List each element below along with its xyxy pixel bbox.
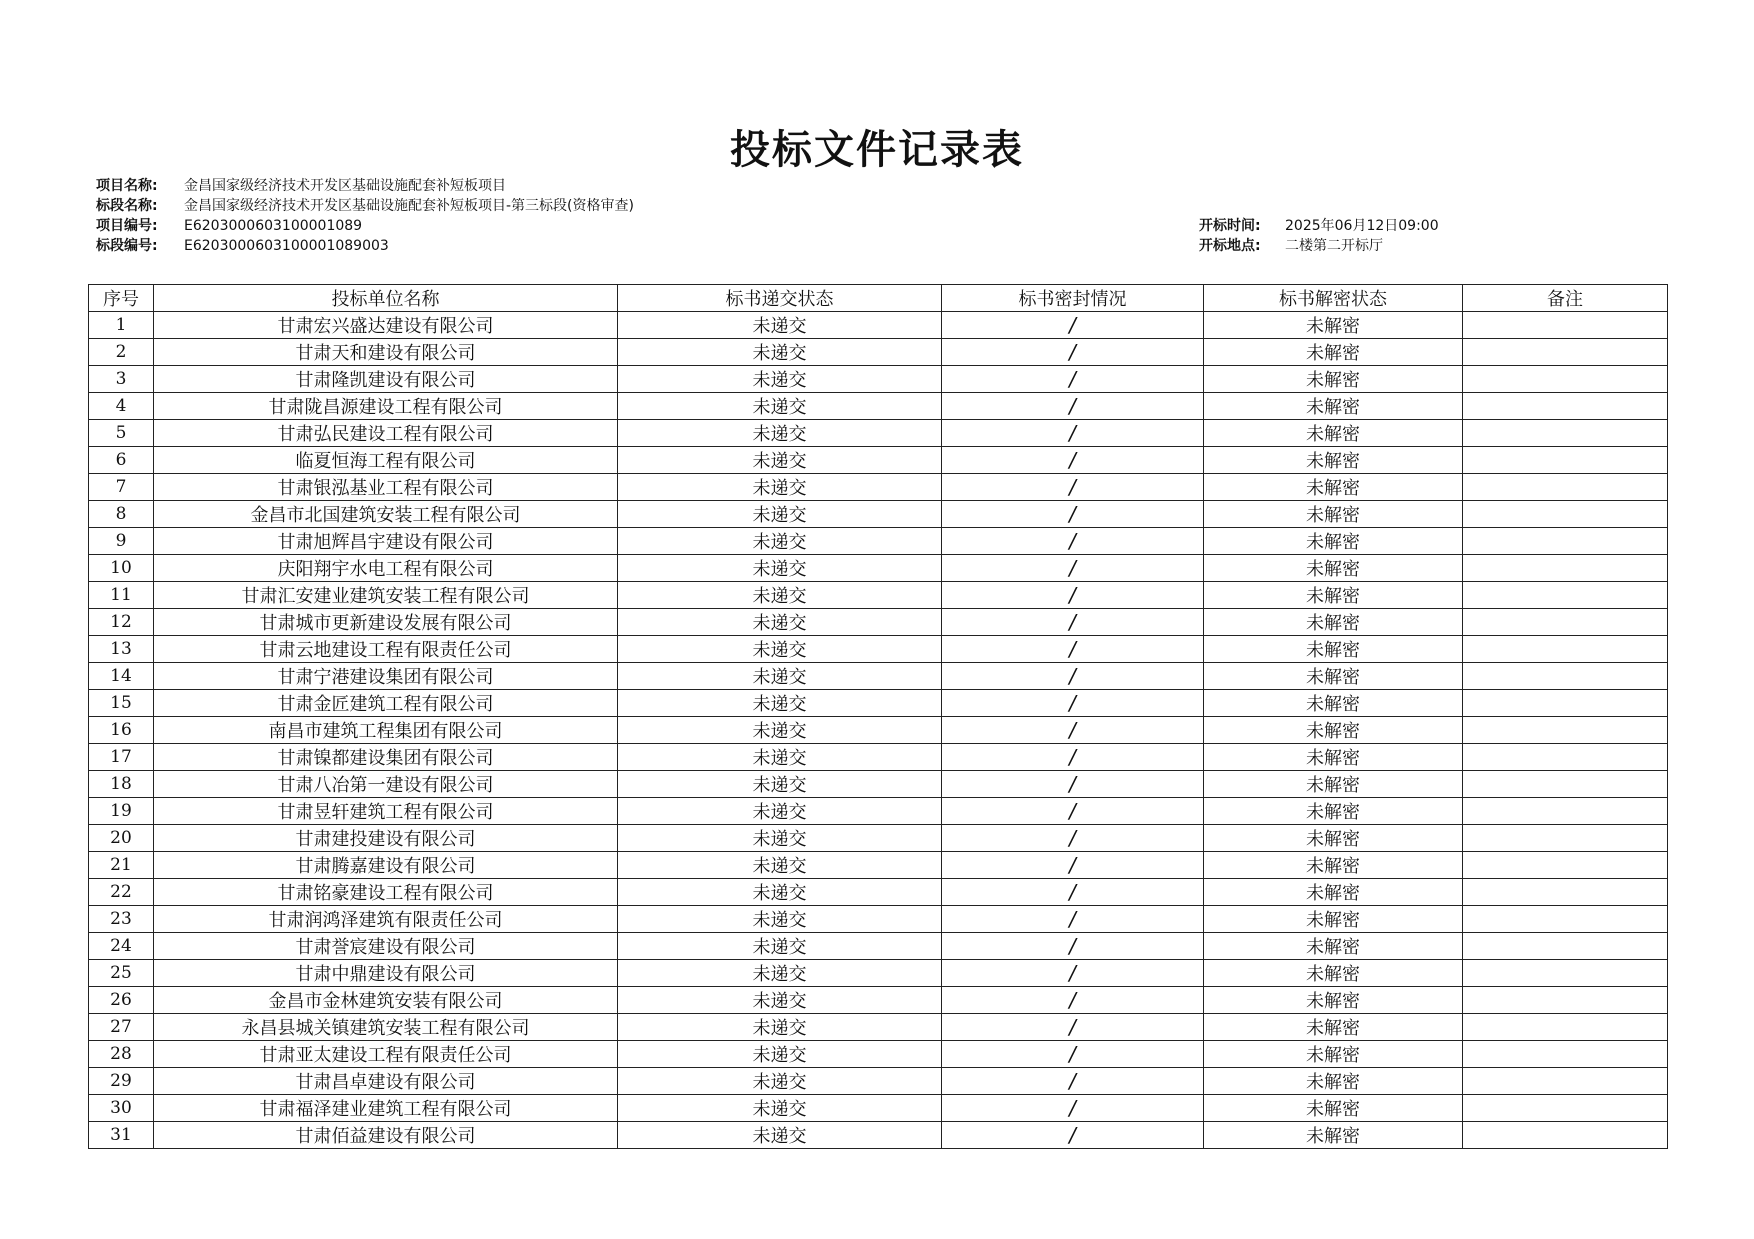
row-remark <box>1463 447 1668 474</box>
row-remark <box>1463 852 1668 879</box>
row-decrypt-status: 未解密 <box>1204 717 1463 744</box>
row-submit-status: 未递交 <box>618 447 942 474</box>
header-bidder-name: 投标单位名称 <box>154 285 618 312</box>
project-no-value: E6203000603100001089 <box>184 218 363 234</box>
table-row <box>89 933 1668 960</box>
row-submit-status: 未递交 <box>618 582 942 609</box>
row-bidder-name: 甘肃昱轩建筑工程有限公司 <box>154 798 618 825</box>
row-seal-status: / <box>942 879 1204 906</box>
row-remark <box>1463 501 1668 528</box>
row-bidder-name: 甘肃城市更新建设发展有限公司 <box>154 609 618 636</box>
row-seal-status: / <box>942 906 1204 933</box>
row-seq: 14 <box>89 663 154 690</box>
row-remark <box>1463 771 1668 798</box>
row-seq: 20 <box>89 825 154 852</box>
row-submit-status: 未递交 <box>618 879 942 906</box>
row-seal-status: / <box>942 366 1204 393</box>
row-seq: 17 <box>89 744 154 771</box>
row-decrypt-status: 未解密 <box>1204 879 1463 906</box>
row-seq: 19 <box>89 798 154 825</box>
row-seq: 2 <box>89 339 154 366</box>
row-bidder-name: 甘肃宁港建设集团有限公司 <box>154 663 618 690</box>
row-seq: 18 <box>89 771 154 798</box>
row-submit-status: 未递交 <box>618 744 942 771</box>
row-seal-status: / <box>942 987 1204 1014</box>
row-decrypt-status: 未解密 <box>1204 771 1463 798</box>
section-no-value: E6203000603100001089003 <box>184 238 389 254</box>
row-seal-status: / <box>942 960 1204 987</box>
table-body <box>89 312 1668 1149</box>
table-row <box>89 1041 1668 1068</box>
row-seq: 6 <box>89 447 154 474</box>
row-decrypt-status: 未解密 <box>1204 906 1463 933</box>
table-row <box>89 312 1668 339</box>
row-seq: 9 <box>89 528 154 555</box>
row-bidder-name: 甘肃福泽建业建筑工程有限公司 <box>154 1095 618 1122</box>
row-remark <box>1463 393 1668 420</box>
table-row <box>89 555 1668 582</box>
table-row <box>89 906 1668 933</box>
row-seal-status: / <box>942 1014 1204 1041</box>
row-remark <box>1463 312 1668 339</box>
row-submit-status: 未递交 <box>618 1041 942 1068</box>
row-decrypt-status: 未解密 <box>1204 501 1463 528</box>
table-row <box>89 528 1668 555</box>
row-seal-status: / <box>942 582 1204 609</box>
row-bidder-name: 甘肃誉宸建设有限公司 <box>154 933 618 960</box>
table-row <box>89 852 1668 879</box>
open-place-value: 二楼第二开标厅 <box>1285 238 1383 254</box>
row-remark <box>1463 528 1668 555</box>
row-seq: 23 <box>89 906 154 933</box>
row-submit-status: 未递交 <box>618 663 942 690</box>
row-bidder-name: 甘肃腾嘉建设有限公司 <box>154 852 618 879</box>
table-row <box>89 798 1668 825</box>
row-remark <box>1463 1095 1668 1122</box>
table-row <box>89 1068 1668 1095</box>
row-remark <box>1463 1014 1668 1041</box>
row-decrypt-status: 未解密 <box>1204 987 1463 1014</box>
row-decrypt-status: 未解密 <box>1204 582 1463 609</box>
table-header-row <box>89 285 1668 312</box>
row-remark <box>1463 1122 1668 1149</box>
row-seq: 8 <box>89 501 154 528</box>
project-name-line <box>96 176 634 196</box>
row-submit-status: 未递交 <box>618 906 942 933</box>
row-seq: 11 <box>89 582 154 609</box>
project-no-label: 项目编号: <box>96 218 158 234</box>
row-submit-status: 未递交 <box>618 366 942 393</box>
row-submit-status: 未递交 <box>618 393 942 420</box>
row-seal-status: / <box>942 1095 1204 1122</box>
row-decrypt-status: 未解密 <box>1204 933 1463 960</box>
row-seal-status: / <box>942 474 1204 501</box>
row-seq: 25 <box>89 960 154 987</box>
table-row <box>89 582 1668 609</box>
project-name-value: 金昌国家级经济技术开发区基础设施配套补短板项目 <box>184 178 506 194</box>
row-decrypt-status: 未解密 <box>1204 690 1463 717</box>
row-seal-status: / <box>942 609 1204 636</box>
row-remark <box>1463 960 1668 987</box>
row-bidder-name: 金昌市金林建筑安装有限公司 <box>154 987 618 1014</box>
row-submit-status: 未递交 <box>618 528 942 555</box>
table-row <box>89 609 1668 636</box>
row-decrypt-status: 未解密 <box>1204 960 1463 987</box>
row-seq: 10 <box>89 555 154 582</box>
row-submit-status: 未递交 <box>618 339 942 366</box>
row-decrypt-status: 未解密 <box>1204 636 1463 663</box>
row-remark <box>1463 1068 1668 1095</box>
row-decrypt-status: 未解密 <box>1204 555 1463 582</box>
table-row <box>89 1095 1668 1122</box>
row-submit-status: 未递交 <box>618 312 942 339</box>
row-submit-status: 未递交 <box>618 1068 942 1095</box>
row-remark <box>1463 879 1668 906</box>
row-seal-status: / <box>942 1041 1204 1068</box>
row-seal-status: / <box>942 771 1204 798</box>
row-submit-status: 未递交 <box>618 636 942 663</box>
row-remark <box>1463 744 1668 771</box>
row-remark <box>1463 1041 1668 1068</box>
row-decrypt-status: 未解密 <box>1204 312 1463 339</box>
row-seq: 24 <box>89 933 154 960</box>
row-seq: 5 <box>89 420 154 447</box>
table-row <box>89 879 1668 906</box>
row-seq: 13 <box>89 636 154 663</box>
row-decrypt-status: 未解密 <box>1204 663 1463 690</box>
open-time-line <box>1199 216 1439 236</box>
row-bidder-name: 临夏恒海工程有限公司 <box>154 447 618 474</box>
meta-left <box>96 176 634 256</box>
table-row <box>89 636 1668 663</box>
row-bidder-name: 甘肃铭豪建设工程有限公司 <box>154 879 618 906</box>
table-row <box>89 339 1668 366</box>
row-seal-status: / <box>942 447 1204 474</box>
open-place-line <box>1199 236 1439 256</box>
row-submit-status: 未递交 <box>618 825 942 852</box>
row-remark <box>1463 717 1668 744</box>
row-decrypt-status: 未解密 <box>1204 474 1463 501</box>
table-row <box>89 744 1668 771</box>
row-seq: 12 <box>89 609 154 636</box>
row-remark <box>1463 798 1668 825</box>
row-bidder-name: 甘肃镍都建设集团有限公司 <box>154 744 618 771</box>
row-seq: 1 <box>89 312 154 339</box>
row-seq: 31 <box>89 1122 154 1149</box>
table-row <box>89 663 1668 690</box>
row-bidder-name: 甘肃陇昌源建设工程有限公司 <box>154 393 618 420</box>
table-row <box>89 825 1668 852</box>
row-bidder-name: 甘肃佰益建设有限公司 <box>154 1122 618 1149</box>
row-decrypt-status: 未解密 <box>1204 852 1463 879</box>
open-place-label: 开标地点: <box>1199 238 1261 254</box>
section-name-label: 标段名称: <box>96 198 158 214</box>
row-decrypt-status: 未解密 <box>1204 609 1463 636</box>
page-title: 投标文件记录表 <box>730 127 1024 173</box>
row-seal-status: / <box>942 555 1204 582</box>
header-submit-status: 标书递交状态 <box>618 285 942 312</box>
row-decrypt-status: 未解密 <box>1204 528 1463 555</box>
row-seal-status: / <box>942 420 1204 447</box>
row-submit-status: 未递交 <box>618 798 942 825</box>
row-bidder-name: 甘肃弘民建设工程有限公司 <box>154 420 618 447</box>
row-bidder-name: 金昌市北国建筑安装工程有限公司 <box>154 501 618 528</box>
row-seal-status: / <box>942 933 1204 960</box>
row-remark <box>1463 555 1668 582</box>
row-bidder-name: 甘肃银泓基业工程有限公司 <box>154 474 618 501</box>
row-remark <box>1463 690 1668 717</box>
row-remark <box>1463 906 1668 933</box>
row-bidder-name: 庆阳翔宇水电工程有限公司 <box>154 555 618 582</box>
table-row <box>89 1014 1668 1041</box>
row-remark <box>1463 339 1668 366</box>
row-remark <box>1463 420 1668 447</box>
open-time-value: 2025年06月12日09:00 <box>1285 218 1439 234</box>
row-seal-status: / <box>942 1122 1204 1149</box>
row-bidder-name: 甘肃昌卓建设有限公司 <box>154 1068 618 1095</box>
row-seq: 22 <box>89 879 154 906</box>
row-decrypt-status: 未解密 <box>1204 366 1463 393</box>
row-seq: 21 <box>89 852 154 879</box>
row-decrypt-status: 未解密 <box>1204 393 1463 420</box>
table-row <box>89 960 1668 987</box>
header-decrypt-status: 标书解密状态 <box>1204 285 1463 312</box>
row-seq: 26 <box>89 987 154 1014</box>
table-row <box>89 366 1668 393</box>
row-submit-status: 未递交 <box>618 609 942 636</box>
row-decrypt-status: 未解密 <box>1204 798 1463 825</box>
bid-record-table <box>88 284 1668 1149</box>
row-bidder-name: 甘肃旭辉昌宇建设有限公司 <box>154 528 618 555</box>
row-remark <box>1463 636 1668 663</box>
row-submit-status: 未递交 <box>618 501 942 528</box>
row-decrypt-status: 未解密 <box>1204 420 1463 447</box>
row-decrypt-status: 未解密 <box>1204 1041 1463 1068</box>
table-row <box>89 1122 1668 1149</box>
section-name-value: 金昌国家级经济技术开发区基础设施配套补短板项目-第三标段(资格审查) <box>184 198 634 214</box>
row-bidder-name: 甘肃八冶第一建设有限公司 <box>154 771 618 798</box>
table-row <box>89 501 1668 528</box>
row-seal-status: / <box>942 339 1204 366</box>
table-row <box>89 987 1668 1014</box>
table-row <box>89 393 1668 420</box>
row-seal-status: / <box>942 393 1204 420</box>
row-bidder-name: 甘肃宏兴盛达建设有限公司 <box>154 312 618 339</box>
row-remark <box>1463 663 1668 690</box>
row-remark <box>1463 474 1668 501</box>
table-row <box>89 771 1668 798</box>
table-row <box>89 447 1668 474</box>
row-seq: 4 <box>89 393 154 420</box>
project-no-line <box>96 216 634 236</box>
row-seq: 15 <box>89 690 154 717</box>
row-bidder-name: 甘肃汇安建业建筑安装工程有限公司 <box>154 582 618 609</box>
row-seq: 29 <box>89 1068 154 1095</box>
row-seal-status: / <box>942 501 1204 528</box>
row-decrypt-status: 未解密 <box>1204 447 1463 474</box>
row-remark <box>1463 987 1668 1014</box>
row-bidder-name: 甘肃金匠建筑工程有限公司 <box>154 690 618 717</box>
section-no-label: 标段编号: <box>96 238 158 254</box>
row-submit-status: 未递交 <box>618 690 942 717</box>
row-submit-status: 未递交 <box>618 420 942 447</box>
open-time-label: 开标时间: <box>1199 218 1261 234</box>
row-seal-status: / <box>942 312 1204 339</box>
row-submit-status: 未递交 <box>618 987 942 1014</box>
project-name-label: 项目名称: <box>96 178 158 194</box>
section-name-line <box>96 196 634 216</box>
row-seq: 28 <box>89 1041 154 1068</box>
row-submit-status: 未递交 <box>618 1014 942 1041</box>
section-no-line <box>96 236 634 256</box>
row-seal-status: / <box>942 1068 1204 1095</box>
row-decrypt-status: 未解密 <box>1204 339 1463 366</box>
row-submit-status: 未递交 <box>618 717 942 744</box>
row-submit-status: 未递交 <box>618 933 942 960</box>
row-remark <box>1463 933 1668 960</box>
row-bidder-name: 甘肃润鸿泽建筑有限责任公司 <box>154 906 618 933</box>
row-decrypt-status: 未解密 <box>1204 1014 1463 1041</box>
row-seq: 7 <box>89 474 154 501</box>
meta-right <box>1199 216 1439 256</box>
row-seq: 27 <box>89 1014 154 1041</box>
table-row <box>89 690 1668 717</box>
row-bidder-name: 南昌市建筑工程集团有限公司 <box>154 717 618 744</box>
table-row <box>89 474 1668 501</box>
row-submit-status: 未递交 <box>618 474 942 501</box>
row-bidder-name: 甘肃天和建设有限公司 <box>154 339 618 366</box>
row-decrypt-status: 未解密 <box>1204 825 1463 852</box>
row-bidder-name: 甘肃中鼎建设有限公司 <box>154 960 618 987</box>
row-seal-status: / <box>942 528 1204 555</box>
row-seal-status: / <box>942 744 1204 771</box>
row-submit-status: 未递交 <box>618 1122 942 1149</box>
row-decrypt-status: 未解密 <box>1204 744 1463 771</box>
row-seal-status: / <box>942 717 1204 744</box>
table-row <box>89 420 1668 447</box>
row-bidder-name: 甘肃建投建设有限公司 <box>154 825 618 852</box>
row-seq: 3 <box>89 366 154 393</box>
header-remark: 备注 <box>1463 285 1668 312</box>
row-submit-status: 未递交 <box>618 1095 942 1122</box>
row-seal-status: / <box>942 690 1204 717</box>
row-bidder-name: 甘肃亚太建设工程有限责任公司 <box>154 1041 618 1068</box>
row-remark <box>1463 609 1668 636</box>
row-submit-status: 未递交 <box>618 555 942 582</box>
row-decrypt-status: 未解密 <box>1204 1068 1463 1095</box>
row-seal-status: / <box>942 852 1204 879</box>
row-seal-status: / <box>942 798 1204 825</box>
row-bidder-name: 永昌县城关镇建筑安装工程有限公司 <box>154 1014 618 1041</box>
row-seal-status: / <box>942 636 1204 663</box>
row-bidder-name: 甘肃隆凯建设有限公司 <box>154 366 618 393</box>
row-decrypt-status: 未解密 <box>1204 1095 1463 1122</box>
row-submit-status: 未递交 <box>618 852 942 879</box>
row-seal-status: / <box>942 663 1204 690</box>
row-seq: 16 <box>89 717 154 744</box>
header-seq: 序号 <box>89 285 154 312</box>
header-seal-status: 标书密封情况 <box>942 285 1204 312</box>
row-decrypt-status: 未解密 <box>1204 1122 1463 1149</box>
row-submit-status: 未递交 <box>618 960 942 987</box>
table-row <box>89 717 1668 744</box>
row-remark <box>1463 366 1668 393</box>
row-seq: 30 <box>89 1095 154 1122</box>
row-remark <box>1463 825 1668 852</box>
row-submit-status: 未递交 <box>618 771 942 798</box>
row-seal-status: / <box>942 825 1204 852</box>
row-remark <box>1463 582 1668 609</box>
row-bidder-name: 甘肃云地建设工程有限责任公司 <box>154 636 618 663</box>
